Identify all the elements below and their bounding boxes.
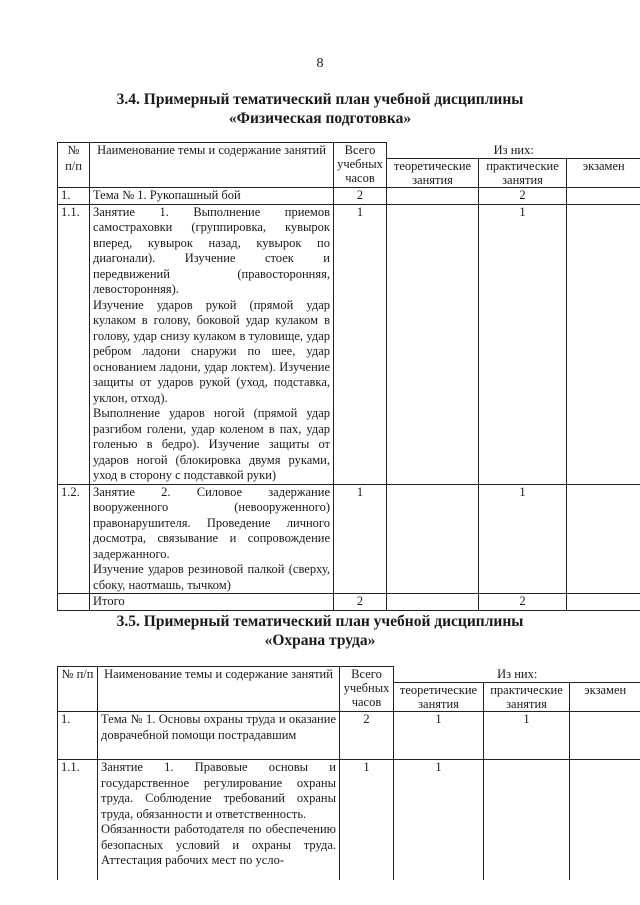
row-total: 1 [334, 484, 387, 594]
table-row [58, 712, 640, 760]
row-name-paragraph: Изучение ударов рукой (прямой удар кулаком в голову, боковой удар кулаком в голову, удар снизу кулаком в туловище, удар ребром ладони снаружи по шее, удар основанием ладони, удар локтем). Изучение защиты от ударов рукой (уход, подставка, уклон, отход). [93, 297, 330, 405]
row-name [90, 484, 334, 594]
section-title-line2: «Охрана труда» [264, 632, 376, 649]
row-total: 2 [340, 712, 394, 760]
row-practice: 1 [479, 484, 567, 594]
row-exam [567, 594, 640, 611]
row-num: 1.2. [58, 484, 90, 594]
row-exam [570, 712, 640, 760]
row-theory [387, 484, 479, 594]
row-practice: 1 [484, 712, 570, 760]
section-title-line1: 3.4. Примерный тематический план учебной дисциплины [116, 91, 524, 108]
row-num: 1.1. [58, 760, 98, 880]
row-theory: 1 [394, 760, 484, 880]
row-theory [387, 204, 479, 484]
table-row [58, 484, 640, 594]
row-practice: 2 [479, 188, 567, 205]
header-name: Наименование темы и содержание занятий [90, 143, 334, 188]
section-title-line1: 3.5. Примерный тематический план учебной дисциплины [116, 613, 524, 630]
table-row [58, 760, 640, 880]
row-name-paragraph: Выполнение ударов ногой (прямой удар разгибом голени, удар коленом в пах, удар голенью в бедро). Изучение защиты от ударов ногой (блокировка двумя руками, уход в сторону с подставкой руки) [93, 406, 330, 482]
row-name-paragraph: Изучение ударов резиновой палкой (сверху, сбоку, наотмашь, тычком) [93, 562, 330, 592]
header-num: № п/п [58, 143, 90, 188]
header-practice: практические занятия [484, 683, 570, 712]
row-num [58, 594, 90, 611]
page-number: 8 [316, 56, 324, 71]
row-total: 1 [340, 760, 394, 880]
row-total: 1 [334, 204, 387, 484]
row-theory [387, 594, 479, 611]
row-name [98, 760, 340, 880]
header-total: Всего учебных часов [334, 143, 387, 188]
row-total: 2 [334, 188, 387, 205]
header-num: № п/п [58, 667, 98, 712]
row-exam [567, 484, 640, 594]
row-name [90, 204, 334, 484]
header-theory: теоретические занятия [394, 683, 484, 712]
table-row [58, 204, 640, 484]
section-title [0, 612, 640, 650]
header-total: Всего учебных часов [340, 667, 394, 712]
row-name-paragraph: Занятие 1. Выполнение приемов самостраховки (группировка, кувырок вперед, кувырок назад, кувырок по диагонали). Изучение стоек и передвижений (правосторонняя, левосторонняя). [93, 204, 330, 296]
row-num: 1. [58, 188, 90, 205]
row-practice: 1 [479, 204, 567, 484]
header-of-them: Из них: [394, 667, 640, 683]
row-exam [570, 760, 640, 880]
row-total: 2 [334, 594, 387, 611]
row-practice [484, 760, 570, 880]
header-practice: практические занятия [479, 159, 567, 188]
row-exam [567, 188, 640, 205]
row-exam [567, 204, 640, 484]
row-theory: 1 [394, 712, 484, 760]
table-row [58, 188, 640, 205]
plan-table [57, 142, 640, 611]
section-title [0, 90, 640, 128]
header-name: Наименование темы и содержание занятий [98, 667, 340, 712]
table-row [58, 594, 640, 611]
row-name: Итого [90, 594, 334, 611]
row-num: 1.1. [58, 204, 90, 484]
header-of-them: Из них: [387, 143, 640, 159]
row-name-paragraph: Занятие 1. Правовые основы и государственное регулирование охраны труда. Соблюдение требований охраны труда, обязанности и ответственность. [101, 760, 336, 821]
row-practice: 2 [479, 594, 567, 611]
row-name-paragraph: Обязанности работодателя по обеспечению безопасных условий и охраны труда. Аттестация рабочих мест по усло- [101, 822, 336, 867]
row-name: Тема № 1. Рукопашный бой [90, 188, 334, 205]
row-num: 1. [58, 712, 98, 760]
row-name: Тема № 1. Основы охраны труда и оказание доврачебной помощи пострадавшим [98, 712, 340, 760]
row-theory [387, 188, 479, 205]
header-theory: теоретические занятия [387, 159, 479, 188]
header-exam: экзамен [570, 683, 640, 712]
plan-table [57, 666, 640, 880]
row-name-paragraph: Занятие 2. Силовое задержание вооруженного (невооруженного) правонарушителя. Проведение личного досмотра, связывание и сопровождение задержанного. [93, 484, 330, 561]
section-title-line2: «Физическая подготовка» [228, 110, 412, 127]
header-exam: экзамен [567, 159, 640, 188]
